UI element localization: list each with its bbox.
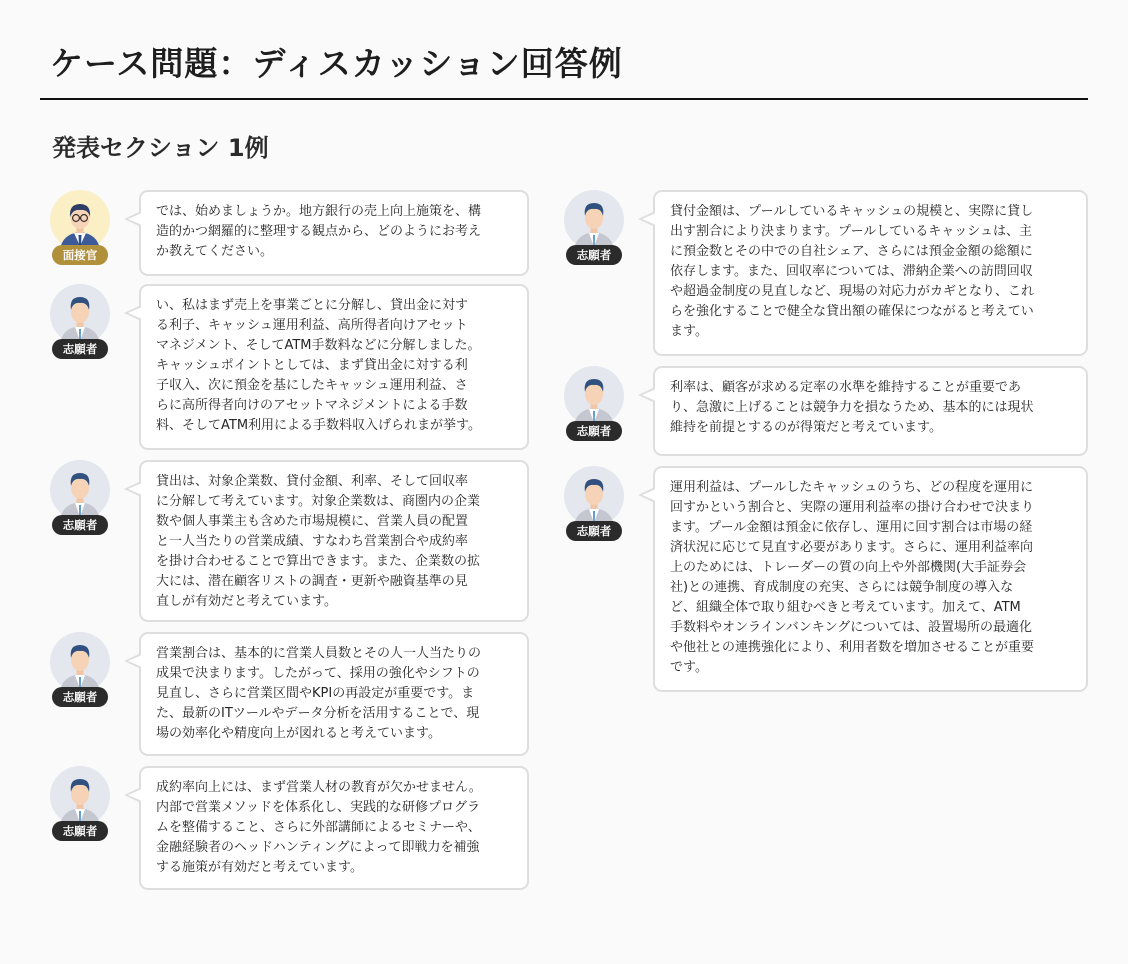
bubble-line: 場の効率化や精度向上が図れると考えています。 [156, 726, 441, 741]
role-badge: 志願者 [52, 687, 108, 707]
bubble-line: る利子、キャッシュ運用利益、高所得者向けアセット [156, 318, 468, 333]
speech-bubble [139, 284, 529, 450]
title-divider [40, 98, 1088, 100]
bubble-line: や超過金制度の見直しなど、現場の対応力がカギとなり、これ [670, 284, 1035, 299]
bubble-line: 済状況に応じて見直す必要があります。さらに、運用利益率向 [670, 540, 1033, 555]
bubble-line: する施策が有効だと考えています。 [156, 860, 363, 875]
bubble-line: マネジメント、そしてATM手数料などに分解しました。 [156, 338, 481, 353]
speech-bubble [139, 190, 529, 276]
bubble-line: 数や個人事業主も含めた市場規模に、営業人員の配置 [156, 514, 469, 529]
bubble-line: ます。プール金額は預金に依存し、運用に回す割合は市場の経 [670, 520, 1033, 535]
candidate-avatar-icon [50, 284, 110, 344]
bubble-line: ます。 [670, 324, 708, 339]
speech-bubble [139, 766, 529, 890]
candidate-avatar-icon [50, 766, 110, 826]
page-title: ケース問題：ディスカッション回答例 [50, 44, 623, 83]
bubble-line: 貸出は、対象企業数、貸付金額、利率、そして回収率 [156, 474, 469, 489]
role-badge: 志願者 [52, 821, 108, 841]
speech-bubble [139, 632, 529, 756]
bubble-line: か教えてください。 [156, 244, 274, 259]
bubble-line: を掛け合わせることで算出できます。また、企業数の拡 [156, 554, 480, 569]
speech-bubble [653, 366, 1088, 456]
bubble-line: 上のためには、トレーダーの質の向上や外部機関(大手証券会 [670, 560, 1027, 575]
bubble-line: 料、そしてATM利用による手数料収入げられまが挙す。 [156, 418, 482, 433]
bubble-line: 運用利益は、プールしたキャッシュのうち、どの程度を運用に [670, 480, 1034, 495]
role-badge: 面接官 [52, 245, 108, 265]
bubble-line: 造的かつ網羅的に整理する観点から、どのようにお考え [156, 224, 482, 239]
bubble-line: 子収入、次に預金を基にしたキャッシュ運用利益、さ [156, 378, 468, 393]
candidate-avatar-icon [564, 366, 624, 426]
bubble-line: では、始めましょうか。地方銀行の売上向上施策を、構 [156, 204, 482, 219]
speech-bubble [139, 460, 529, 622]
role-badge: 志願者 [566, 521, 622, 541]
bubble-line: に預金数とその中での自社シェア、さらには預金金額の総額に [670, 244, 1033, 259]
bubble-line: 回すかという割合と、実際の運用利益率の掛け合わせで決まり [670, 500, 1035, 515]
bubble-line: 依存します。また、回収率については、滞納企業への訪問回収 [670, 264, 1033, 279]
bubble-line: 利率は、顧客が求める定率の水準を維持することが重要であ [670, 380, 1022, 395]
bubble-line: ムを整備すること、さらに外部講師によるセミナーや、 [156, 820, 481, 835]
section-title: 発表セクション 1例 [52, 134, 269, 162]
role-badge: 志願者 [566, 245, 622, 265]
interviewer-avatar-icon [50, 190, 110, 250]
speech-bubble [653, 190, 1088, 356]
bubble-line: らを強化することで健全な貸出額の確保につながると考えてい [670, 304, 1034, 319]
bubble-line: ど、組織全体で取り組むべきと考えています。加えて、ATM [670, 600, 1021, 615]
bubble-line: た、最新のITツールやデータ分析を活用することで、現 [156, 706, 480, 721]
speech-bubble [653, 466, 1088, 692]
bubble-line: 大には、潜在顧客リストの調査・更新や融資基準の見 [156, 574, 468, 589]
bubble-line: い、私はまず売上を事業ごとに分解し、貸出金に対す [156, 298, 469, 313]
bubble-line: 見直し、さらに営業区間やKPIの再設定が重要です。ま [156, 686, 475, 701]
bubble-line: や他社との連携強化により、利用者数を増加させることが重要 [670, 640, 1035, 655]
role-badge: 志願者 [52, 515, 108, 535]
bubble-line: らに高所得者向けのアセットマネジメントによる手数 [156, 398, 468, 413]
bubble-line: 直しが有効だと考えています。 [156, 594, 337, 609]
bubble-line: 営業割合は、基本的に営業人員数とその人一人当たりの [156, 646, 482, 661]
bubble-line: 金融経験者のヘッドハンティングによって即戦力を補強 [156, 840, 480, 855]
bubble-line: です。 [670, 660, 708, 675]
bubble-line: り、急激に上げることは競争力を損なうため、基本的には現状 [670, 400, 1034, 415]
candidate-avatar-icon [564, 190, 624, 250]
bubble-line: 内部で営業メソッドを体系化し、実践的な研修プログラ [156, 800, 480, 815]
role-badge: 志願者 [52, 339, 108, 359]
bubble-line: 成約率向上には、まず営業人材の教育が欠かせません。 [156, 780, 482, 795]
bubble-line: 社)との連携、育成制度の充実、さらには競争制度の導入な [670, 580, 1014, 595]
bubble-line: 出す割合により決まります。プールしているキャッシュは、主 [670, 224, 1033, 239]
bubble-line: 成果で決まります。したがって、採用の強化やシフトの [156, 666, 480, 681]
role-badge: 志願者 [566, 421, 622, 441]
bubble-line: 維持を前提とするのが得策だと考えています。 [670, 420, 942, 435]
bubble-line: と一人当たりの営業成績、すなわち営業割合や成約率 [156, 534, 469, 549]
candidate-avatar-icon [50, 632, 110, 692]
candidate-avatar-icon [50, 460, 110, 520]
bubble-line: キャッシュポイントとしては、まず貸出金に対する利 [156, 358, 468, 373]
bubble-line: 手数料やオンラインバンキングについては、設置場所の最適化 [670, 620, 1033, 635]
candidate-avatar-icon [564, 466, 624, 526]
bubble-line: に分解して考えています。対象企業数は、商圏内の企業 [156, 494, 480, 509]
bubble-line: 貸付金額は、プールしているキャッシュの規模と、実際に貸し [670, 204, 1034, 219]
